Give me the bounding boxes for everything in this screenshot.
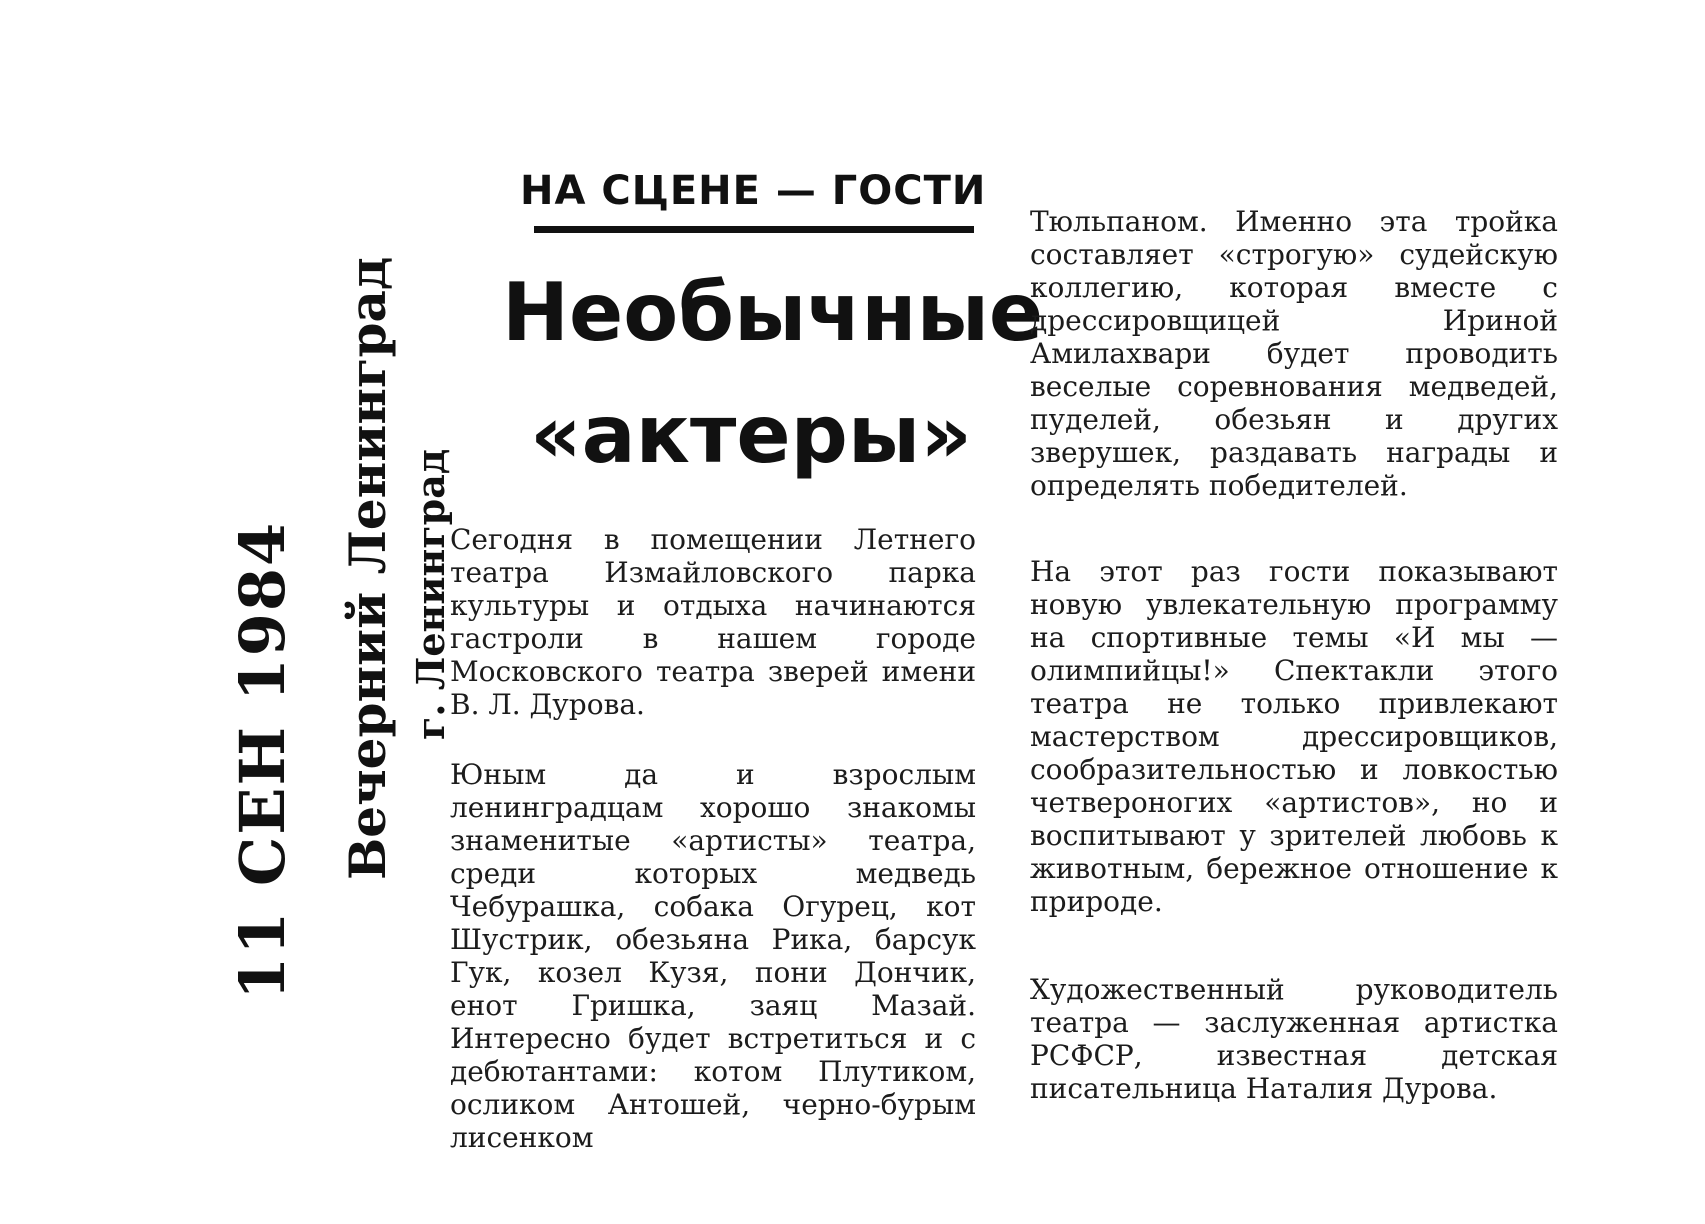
rubric-divider [534, 226, 974, 233]
archive-date-stamp: 11 СЕН 1984 [226, 520, 299, 1000]
rubric-heading: НА СЦЕНЕ — ГОСТИ [520, 168, 987, 214]
newspaper-name-stamp: Вечерний Ленинград [338, 256, 397, 880]
article-column-right [1030, 172, 1558, 1138]
paragraph: Юным да и взрослым ленинградцам хорошо знакомы знаменитые «артисты» театра, среди которых медведь Чебурашка, собака Огурец, кот Шустрик, обезьяна Рика, барсук Гук, козел Кузя, пони Дончик, енот Гришка, заяц Мазай. Интересно будет встретиться и с дебютантами: котом Плутиком, осликом Антошей, черно-бурым лисенком [450, 758, 976, 1154]
city-stamp: г. Ленинград [408, 448, 453, 740]
article-column-left [450, 490, 976, 1187]
paragraph: Сегодня в помещении Летнего театра Измайловского парка культуры и отдыха начинаются гастроли в нашем городе Московского театра зверей имени В. Л. Дурова. [450, 523, 976, 721]
paragraph: Художественный руководитель театра — заслуженная артистка РСФСР, известная детская писательница Наталия Дурова. [1030, 973, 1558, 1105]
paragraph: Тюльпаном. Именно эта тройка составляет «строгую» судейскую коллегию, которая вместе с дрессировщицей Ириной Амилахвари будет проводить веселые соревнования медведей, пуделей, обезьян и других зверушек, раздавать награды и определять победителей. [1030, 205, 1558, 502]
paragraph: На этот раз гости показывают новую увлекательную программу на спортивные темы «И мы — олимпийцы!» Спектакли этого театра не только привлекают мастерством дрессировщиков, сообразительностью и ловкостью четвероногих «артистов», но и воспитывают у зрителей любовь к животным, бережное отношение к природе. [1030, 555, 1558, 918]
headline-line-2: «актеры» [530, 388, 972, 481]
headline-line-1: Необычные [502, 266, 1044, 359]
